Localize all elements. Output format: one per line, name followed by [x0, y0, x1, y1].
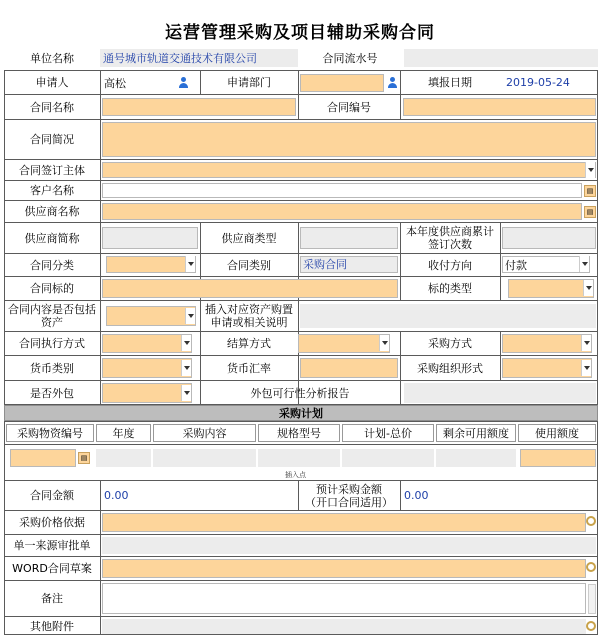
serial-field [404, 49, 598, 67]
word-draft-upload[interactable] [102, 559, 586, 578]
signer-label: 合同签订主体 [19, 163, 85, 177]
plan-used-input[interactable] [520, 449, 596, 467]
remark-textarea[interactable] [102, 583, 586, 614]
chevron-down-icon[interactable] [579, 256, 589, 272]
date-label: 填报日期 [428, 76, 472, 89]
plan-col-used: 使用额度 [518, 424, 596, 442]
plan-col-material-no: 采购物资编号 [6, 424, 94, 442]
outsource-label: 是否外包 [30, 386, 74, 400]
customer-label: 客户名称 [30, 184, 74, 197]
yearly-count-field [502, 227, 596, 249]
yearly-count-label: 本年度供应商累计签订次数 [406, 225, 494, 251]
supplier-input[interactable] [102, 203, 582, 220]
est-amount-value: 0.00 [404, 489, 429, 502]
chevron-down-icon[interactable] [181, 360, 191, 376]
contract-no-input[interactable] [403, 98, 596, 116]
asset-label: 合同内容是否包括资产 [8, 303, 96, 329]
settle-label: 结算方式 [227, 337, 271, 350]
exec-label: 合同执行方式 [19, 337, 85, 350]
asset-note-field [300, 304, 596, 328]
list-picker-icon[interactable]: ▤ [584, 185, 596, 197]
plan-spec-field [258, 449, 340, 467]
plan-col-content: 采购内容 [153, 424, 256, 442]
outsource-select[interactable] [102, 383, 192, 403]
category-label: 合同分类 [30, 258, 74, 272]
subject-label: 合同标的 [30, 282, 74, 295]
org-form-select[interactable] [502, 358, 592, 378]
chevron-down-icon[interactable] [583, 280, 593, 296]
price-basis-label: 采购价格依据 [19, 516, 85, 529]
currency-label: 货币类别 [30, 361, 74, 375]
plan-content-field [153, 449, 256, 467]
unit-name-label: 单位名称 [30, 51, 74, 65]
dept-field[interactable] [300, 74, 384, 92]
chevron-down-icon[interactable] [185, 308, 195, 324]
category-select[interactable] [106, 256, 196, 273]
amount-value: 0.00 [104, 489, 129, 502]
list-picker-icon[interactable]: ▤ [584, 206, 596, 218]
chevron-down-icon[interactable] [181, 335, 191, 351]
subject-type-label: 标的类型 [428, 282, 472, 295]
contract-no-label: 合同编号 [327, 100, 371, 114]
plan-col-total: 计划-总价 [342, 424, 434, 442]
settle-select[interactable] [298, 334, 390, 353]
contract-name-label: 合同名称 [30, 100, 74, 114]
word-draft-label: WORD合同草案 [12, 562, 92, 575]
supplier-label: 供应商名称 [24, 205, 80, 218]
scrollbar[interactable] [588, 584, 596, 614]
chevron-down-icon[interactable] [581, 335, 591, 351]
summary-textarea[interactable] [102, 122, 596, 157]
single-source-field [102, 537, 596, 554]
rate-label: 货币汇率 [227, 361, 271, 375]
feasibility-field [404, 383, 596, 403]
plan-section-header: 采购计划 [4, 405, 598, 421]
signer-select[interactable] [102, 162, 596, 178]
amount-label: 合同金额 [30, 489, 74, 502]
exec-select[interactable] [102, 334, 192, 353]
applicant-label: 申请人 [35, 76, 69, 89]
user-picker-icon[interactable] [178, 77, 189, 89]
chevron-down-icon[interactable] [185, 256, 195, 272]
supplier-short-field [102, 227, 198, 249]
applicant-value: 高松 [104, 76, 126, 90]
other-attachments-label: 其他附件 [30, 619, 74, 633]
asset-note-label: 插入对应资产购置申请或相关说明 [205, 303, 293, 329]
plan-col-year: 年度 [96, 424, 151, 442]
date-value[interactable]: 2019-05-24 [506, 76, 570, 89]
direction-value: 付款 [505, 259, 527, 272]
dept-picker-icon[interactable] [387, 77, 398, 89]
plan-col-remaining: 剩余可用额度 [436, 424, 516, 442]
contract-name-input[interactable] [102, 98, 296, 116]
supplier-type-field [300, 227, 398, 249]
plan-year-field [96, 449, 151, 467]
plan-material-no-input[interactable] [10, 449, 76, 467]
purchase-method-label: 采购方式 [428, 337, 472, 350]
purchase-method-select[interactable] [502, 334, 592, 353]
customer-input[interactable] [102, 183, 582, 198]
direction-label: 收付方向 [428, 258, 472, 272]
feasibility-label: 外包可行性分析报告 [250, 386, 350, 400]
subject-type-select[interactable] [508, 279, 594, 298]
remark-label: 备注 [41, 592, 63, 605]
est-amount-label-line1: 预计采购金额 [316, 482, 382, 496]
other-attachments-upload[interactable] [102, 619, 586, 634]
chevron-down-icon[interactable] [581, 360, 591, 376]
serial-label: 合同流水号 [322, 51, 378, 65]
price-basis-upload[interactable] [102, 513, 586, 532]
insert-row-link[interactable]: 插入点 [285, 471, 306, 479]
currency-select[interactable] [102, 358, 192, 378]
asset-select[interactable] [106, 306, 196, 326]
plan-remaining-field [436, 449, 516, 467]
unit-name-value: 通号城市轨道交通技术有限公司 [103, 52, 257, 65]
est-amount-label [298, 481, 400, 510]
chevron-down-icon[interactable] [181, 385, 191, 401]
dept-label: 申请部门 [227, 76, 271, 89]
chevron-down-icon[interactable] [379, 335, 389, 351]
summary-label: 合同简况 [30, 133, 74, 146]
rate-input[interactable] [300, 358, 398, 378]
plan-col-spec: 规格型号 [258, 424, 340, 442]
page-title: 运营管理采购及项目辅助采购合同 [165, 23, 435, 43]
chevron-down-icon[interactable] [585, 162, 595, 178]
supplier-type-label: 供应商类型 [221, 231, 277, 245]
supplier-short-label: 供应商简称 [24, 231, 80, 245]
type-value: 采购合同 [303, 258, 347, 271]
plan-total-field [342, 449, 434, 467]
org-form-label: 采购组织形式 [417, 361, 483, 375]
list-picker-icon[interactable]: ▤ [78, 452, 90, 464]
est-amount-label-line2: （开口合同适用） [305, 495, 393, 509]
subject-input[interactable] [102, 279, 398, 298]
single-source-label: 单一来源审批单 [13, 539, 91, 552]
type-label: 合同类别 [227, 258, 271, 272]
